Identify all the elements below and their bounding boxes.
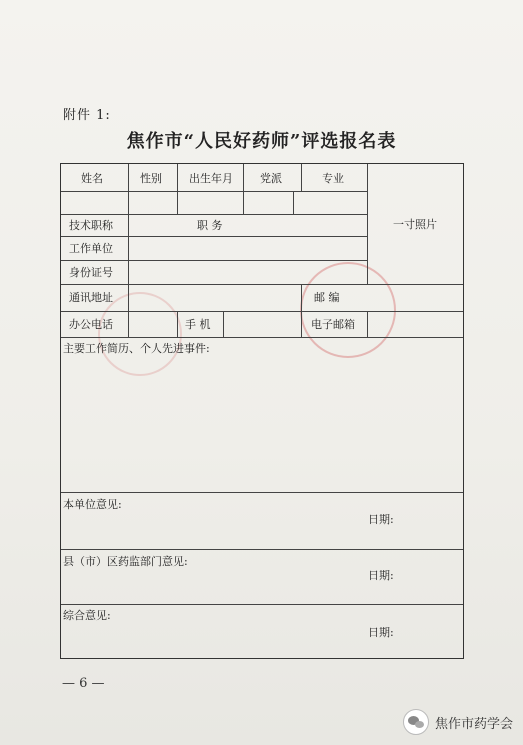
birth-date-label: 出生年月	[189, 172, 233, 185]
wechat-icon	[403, 709, 429, 735]
work-unit-label: 工作单位	[69, 242, 113, 255]
unit-opinion-label: 本单位意见:	[63, 498, 122, 511]
mobile-label: 手 机	[185, 318, 211, 331]
email-label: 电子邮箱	[311, 318, 355, 331]
wechat-watermark	[403, 709, 513, 735]
position-label: 职 务	[197, 219, 223, 232]
attachment-label: 附件 1:	[63, 108, 111, 123]
party-label: 党派	[260, 172, 282, 185]
unit-opinion-date-label: 日期:	[368, 513, 394, 526]
form-title: 焦作市“人民好药师”评选报名表	[126, 131, 397, 152]
page-number: — 6 —	[62, 676, 105, 691]
county-opinion-label: 县（市）区药监部门意见:	[63, 555, 188, 568]
watermark-text: 焦作市药学会	[434, 716, 513, 732]
address-label: 通讯地址	[69, 291, 113, 304]
major-label: 专业	[322, 172, 344, 185]
photo-label: 一寸照片	[393, 218, 437, 231]
resume-label: 主要工作简历、个人先进事件:	[63, 342, 210, 355]
tech-title-label: 技术职称	[69, 219, 113, 232]
registration-form-table	[60, 163, 464, 659]
county-opinion-date-label: 日期:	[368, 569, 394, 582]
name-label: 姓名	[81, 172, 103, 185]
gender-label: 性别	[140, 172, 162, 185]
id-number-label: 身份证号	[69, 266, 113, 279]
overall-opinion-date-label: 日期:	[368, 626, 394, 639]
overall-opinion-label: 综合意见:	[63, 609, 111, 622]
postcode-label: 邮 编	[314, 291, 340, 304]
office-phone-label: 办公电话	[69, 318, 113, 331]
